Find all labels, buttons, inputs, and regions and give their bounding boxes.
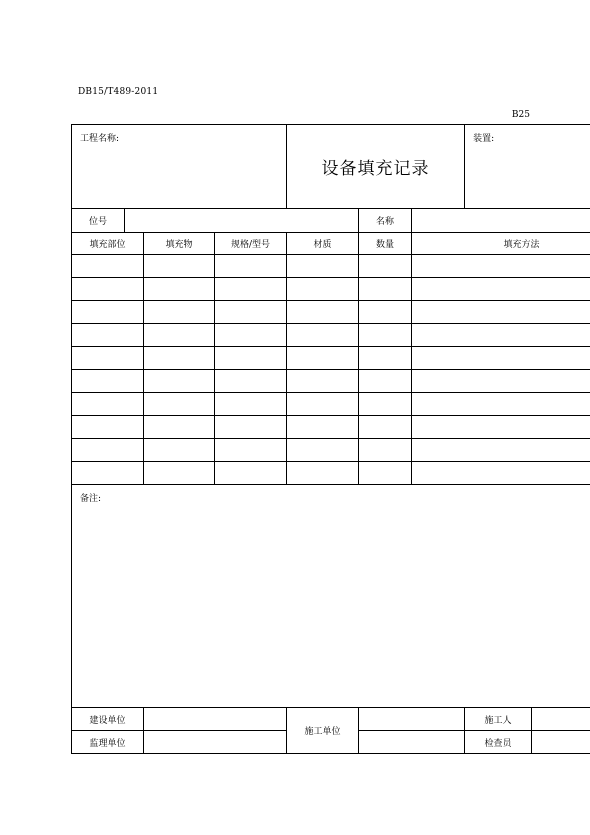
table-row [72,278,590,301]
supervision-unit-label: 监理单位 [72,731,144,754]
col-material: 材质 [287,233,359,255]
quantity-cell[interactable] [359,393,412,416]
fill-method-cell[interactable] [412,301,590,324]
project-name-cell[interactable] [72,125,287,209]
filler-cell[interactable] [144,301,215,324]
spec-model-cell[interactable] [215,301,287,324]
fill-location-cell[interactable] [72,255,144,278]
fill-location-cell[interactable] [72,301,144,324]
filler-cell[interactable] [144,278,215,301]
fill-method-cell[interactable] [412,393,590,416]
header-row [72,125,590,209]
fill-location-cell[interactable] [72,416,144,439]
table-row [72,370,590,393]
table-row [72,416,590,439]
signature-row-1 [72,708,590,731]
form-table [71,124,590,754]
material-cell[interactable] [287,278,359,301]
remarks-cell[interactable] [72,485,590,708]
quantity-cell[interactable] [359,255,412,278]
filler-cell[interactable] [144,347,215,370]
material-cell[interactable] [287,347,359,370]
fill-method-cell[interactable] [412,324,590,347]
spec-model-cell[interactable] [215,255,287,278]
standard-code: DB15/T489-2011 [78,87,159,97]
table-row [72,393,590,416]
spec-model-cell[interactable] [215,347,287,370]
table-row [72,255,590,278]
builder-unit-label: 施工单位 [287,708,359,754]
position-field[interactable] [125,209,359,233]
data-rows [72,255,590,485]
form-title: 设备填充记录 [287,125,465,209]
name-field[interactable] [412,209,590,233]
col-spec-model: 规格/型号 [215,233,287,255]
col-filler: 填充物 [144,233,215,255]
quantity-cell[interactable] [359,347,412,370]
table-row [72,347,590,370]
builder-unit-field[interactable] [359,708,465,731]
quantity-cell[interactable] [359,278,412,301]
quantity-cell[interactable] [359,370,412,393]
material-cell[interactable] [287,462,359,485]
spec-model-cell[interactable] [215,439,287,462]
spec-model-cell[interactable] [215,416,287,439]
quantity-cell[interactable] [359,416,412,439]
filler-cell[interactable] [144,255,215,278]
quantity-cell[interactable] [359,439,412,462]
material-cell[interactable] [287,324,359,347]
filler-cell[interactable] [144,393,215,416]
fill-location-cell[interactable] [72,324,144,347]
quantity-cell[interactable] [359,324,412,347]
material-cell[interactable] [287,370,359,393]
builder-person-label: 施工人 [465,708,532,731]
remarks-label: 备注: [80,494,102,504]
filler-cell[interactable] [144,324,215,347]
fill-method-cell[interactable] [412,278,590,301]
spec-model-cell[interactable] [215,393,287,416]
filler-cell[interactable] [144,462,215,485]
builder-person-field[interactable] [532,708,590,731]
fill-method-cell[interactable] [412,347,590,370]
inspector-label: 检查员 [465,731,532,754]
material-cell[interactable] [287,439,359,462]
fill-location-cell[interactable] [72,370,144,393]
material-cell[interactable] [287,255,359,278]
remarks-row [72,485,590,708]
inspector-field[interactable] [532,731,590,754]
quantity-cell[interactable] [359,301,412,324]
fill-location-cell[interactable] [72,393,144,416]
fill-location-cell[interactable] [72,278,144,301]
filler-cell[interactable] [144,416,215,439]
supervision-unit-field[interactable] [144,731,287,754]
spec-model-cell[interactable] [215,324,287,347]
fill-location-cell[interactable] [72,462,144,485]
material-cell[interactable] [287,393,359,416]
table-row [72,301,590,324]
table-row [72,462,590,485]
fill-method-cell[interactable] [412,416,590,439]
filler-cell[interactable] [144,439,215,462]
table-row [72,439,590,462]
equipment-fill-record-form [71,124,540,755]
spec-model-cell[interactable] [215,370,287,393]
fill-location-cell[interactable] [72,347,144,370]
table-row [72,324,590,347]
column-header-row [72,233,590,255]
builder-unit-field-2[interactable] [359,731,465,754]
fill-method-cell[interactable] [412,462,590,485]
quantity-cell[interactable] [359,462,412,485]
position-label: 位号 [72,209,125,233]
fill-method-cell[interactable] [412,439,590,462]
col-fill-location: 填充部位 [72,233,144,255]
fill-method-cell[interactable] [412,255,590,278]
device-cell[interactable] [465,125,590,209]
name-label: 名称 [359,209,412,233]
spec-model-cell[interactable] [215,462,287,485]
col-quantity: 数量 [359,233,412,255]
fill-method-cell[interactable] [412,370,590,393]
fill-location-cell[interactable] [72,439,144,462]
construction-unit-label: 建设单位 [72,708,144,731]
device-label: 装置: [473,134,495,144]
material-cell[interactable] [287,416,359,439]
col-fill-method: 填充方法 [412,233,590,255]
filler-cell[interactable] [144,370,215,393]
spec-model-cell[interactable] [215,278,287,301]
form-code: B25 [511,110,530,120]
position-row [72,209,590,233]
construction-unit-field[interactable] [144,708,287,731]
project-name-label: 工程名称: [80,134,120,144]
material-cell[interactable] [287,301,359,324]
